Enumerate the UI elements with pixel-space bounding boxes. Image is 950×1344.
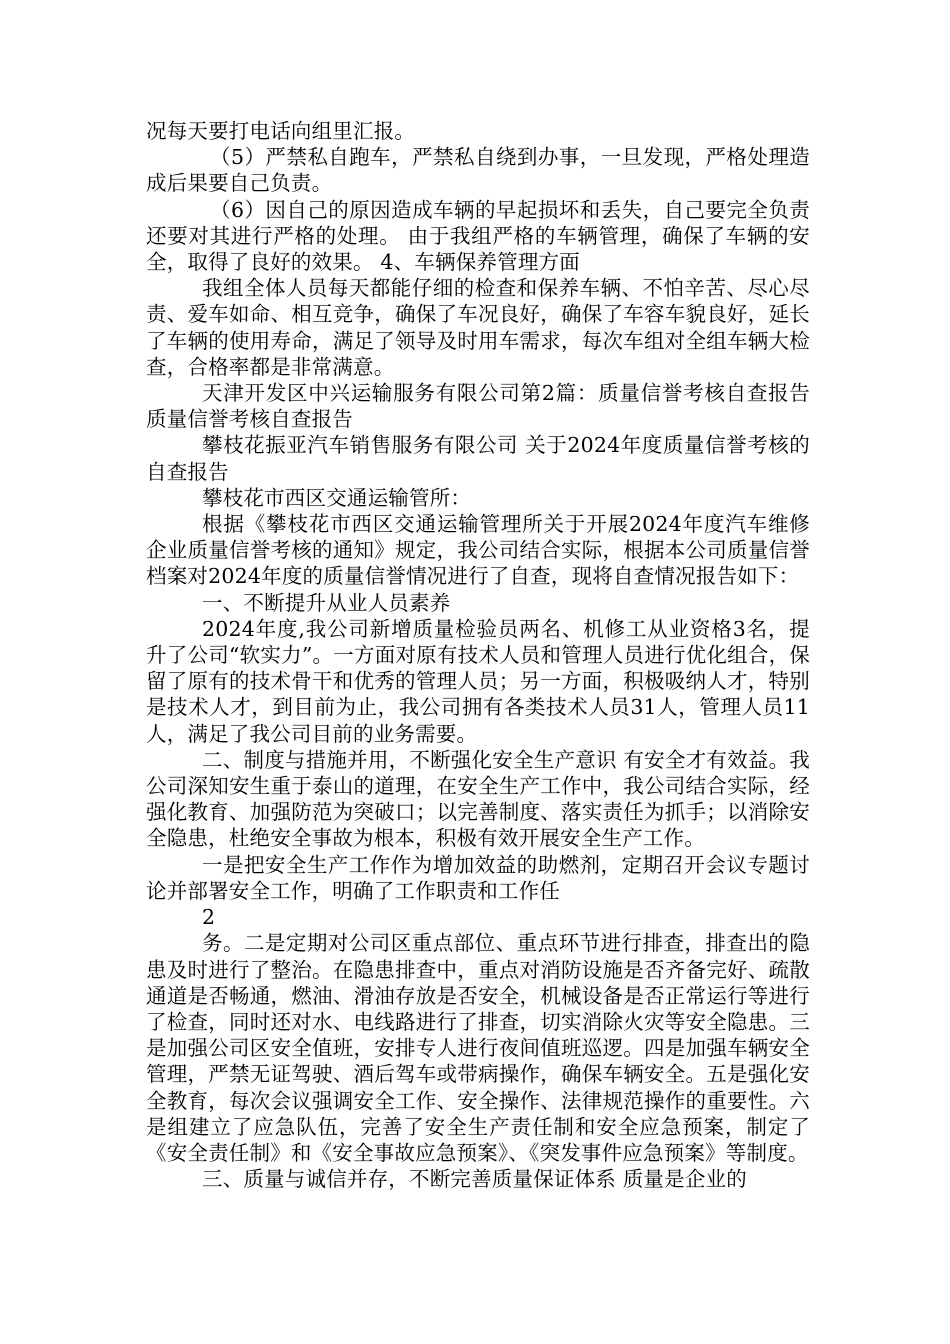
paragraph-heading-2: 二、制度与措施并用，不断强化安全生产意识 有安全才有效益。我公司深知安生重于泰山的道理，在安全生产工作中，我公司结合实际，经强化教育、加强防范为突破口；以完善制度、落实责任为抓手；以消除安全隐患，杜绝安全事故为根本，积极有效开展安全生产工作。 (146, 747, 810, 851)
document-page (146, 118, 810, 1192)
paragraph-report-title: 攀枝花振亚汽车销售服务有限公司 关于2024年度质量信誉考核的自查报告 (146, 433, 810, 484)
paragraph-heading-3: 三、质量与诚信并存，不断完善质量保证体系 质量是企业的 (202, 1167, 747, 1192)
paragraph-article-title: 天津开发区中兴运输服务有限公司第2篇：质量信誉考核自查报告质量信誉考核自查报告 (146, 381, 810, 432)
paragraph-safety-1: 一是把安全生产工作作为增加效益的助燃剂，定期召开会议专题讨论并部署安全工作，明确了工作职责和工作任 (146, 852, 810, 903)
paragraph-heading-1: 一、不断提升从业人员素养 (202, 590, 451, 615)
paragraph-rule-5: （5）严禁私自跑车，严禁私自绕到办事，一旦发现，严格处理造成后果要自己负责。 (146, 145, 810, 196)
paragraph-report-phone: 况每天要打电话向组里汇报。 (146, 119, 416, 143)
paragraph-addressee: 攀枝花市西区交通运输管所： (202, 485, 472, 510)
paragraph-staff: 2024年度,我公司新增质量检验员两名、机修工从业资格3名，提升了公司“软实力”。一方面对原有技术人员和管理人员进行优化组合，保留了原有的技术骨干和优秀的管理人员；另一方面，积极吸纳人才，特别是技术人才，到目前为止，我公司拥有各类技术人员31人，管理人员11人，满足了我公司目前的业务需要。 (146, 616, 810, 746)
page-number: 2 (202, 905, 216, 930)
paragraph-safety-2: 务。二是定期对公司区重点部位、重点环节进行排查，排查出的隐患及时进行了整治。在隐患排查中，重点对消防设施是否齐备完好、疏散通道是否畅通，燃油、滑油存放是否安全，机械设备是否正常运行等进行了检查，同时还对水、电线路进行了排查，切实消除火灾等安全隐患。三是加强公司区安全值班，安排专人进行夜间值班巡逻。四是加强车辆安全管理，严禁无证驾驶、酒后驾车或带病操作，确保车辆安全。五是强化安全教育，每次会议强调安全工作、安全操作、法律规范操作的重要性。六是组建立了应急队伍，完善了安全生产责任制和安全应急预案，制定了《安全责任制》和《安全事故应急预案》、《突发事件应急预案》等制度。 (146, 931, 810, 1165)
paragraph-intro: 根据《攀枝花市西区交通运输管理所关于开展2024年度汽车维修企业质量信誉考核的通知》规定，我公司结合实际，根据本公司质量信誉档案对2024年度的质量信誉情况进行了自查，现将自查情况报告如下： (146, 512, 810, 589)
paragraph-vehicle-maintenance: 我组全体人员每天都能仔细的检查和保养车辆、不怕辛苦、尽心尽责、爱车如命、相互竞争，确保了车况良好，确保了车容车貌良好，延长了车辆的使用寿命，满足了领导及时用车需求，每次车组对全组车辆大检查，合格率都是非常满意。 (146, 276, 810, 379)
paragraph-rule-6: （6）因自己的原因造成车辆的早起损坏和丢失，自己要完全负责还要对其进行严格的处理。 由于我组严格的车辆管理，确保了车辆的安全，取得了良好的效果。 4、车辆保养管理方面 (146, 197, 810, 275)
